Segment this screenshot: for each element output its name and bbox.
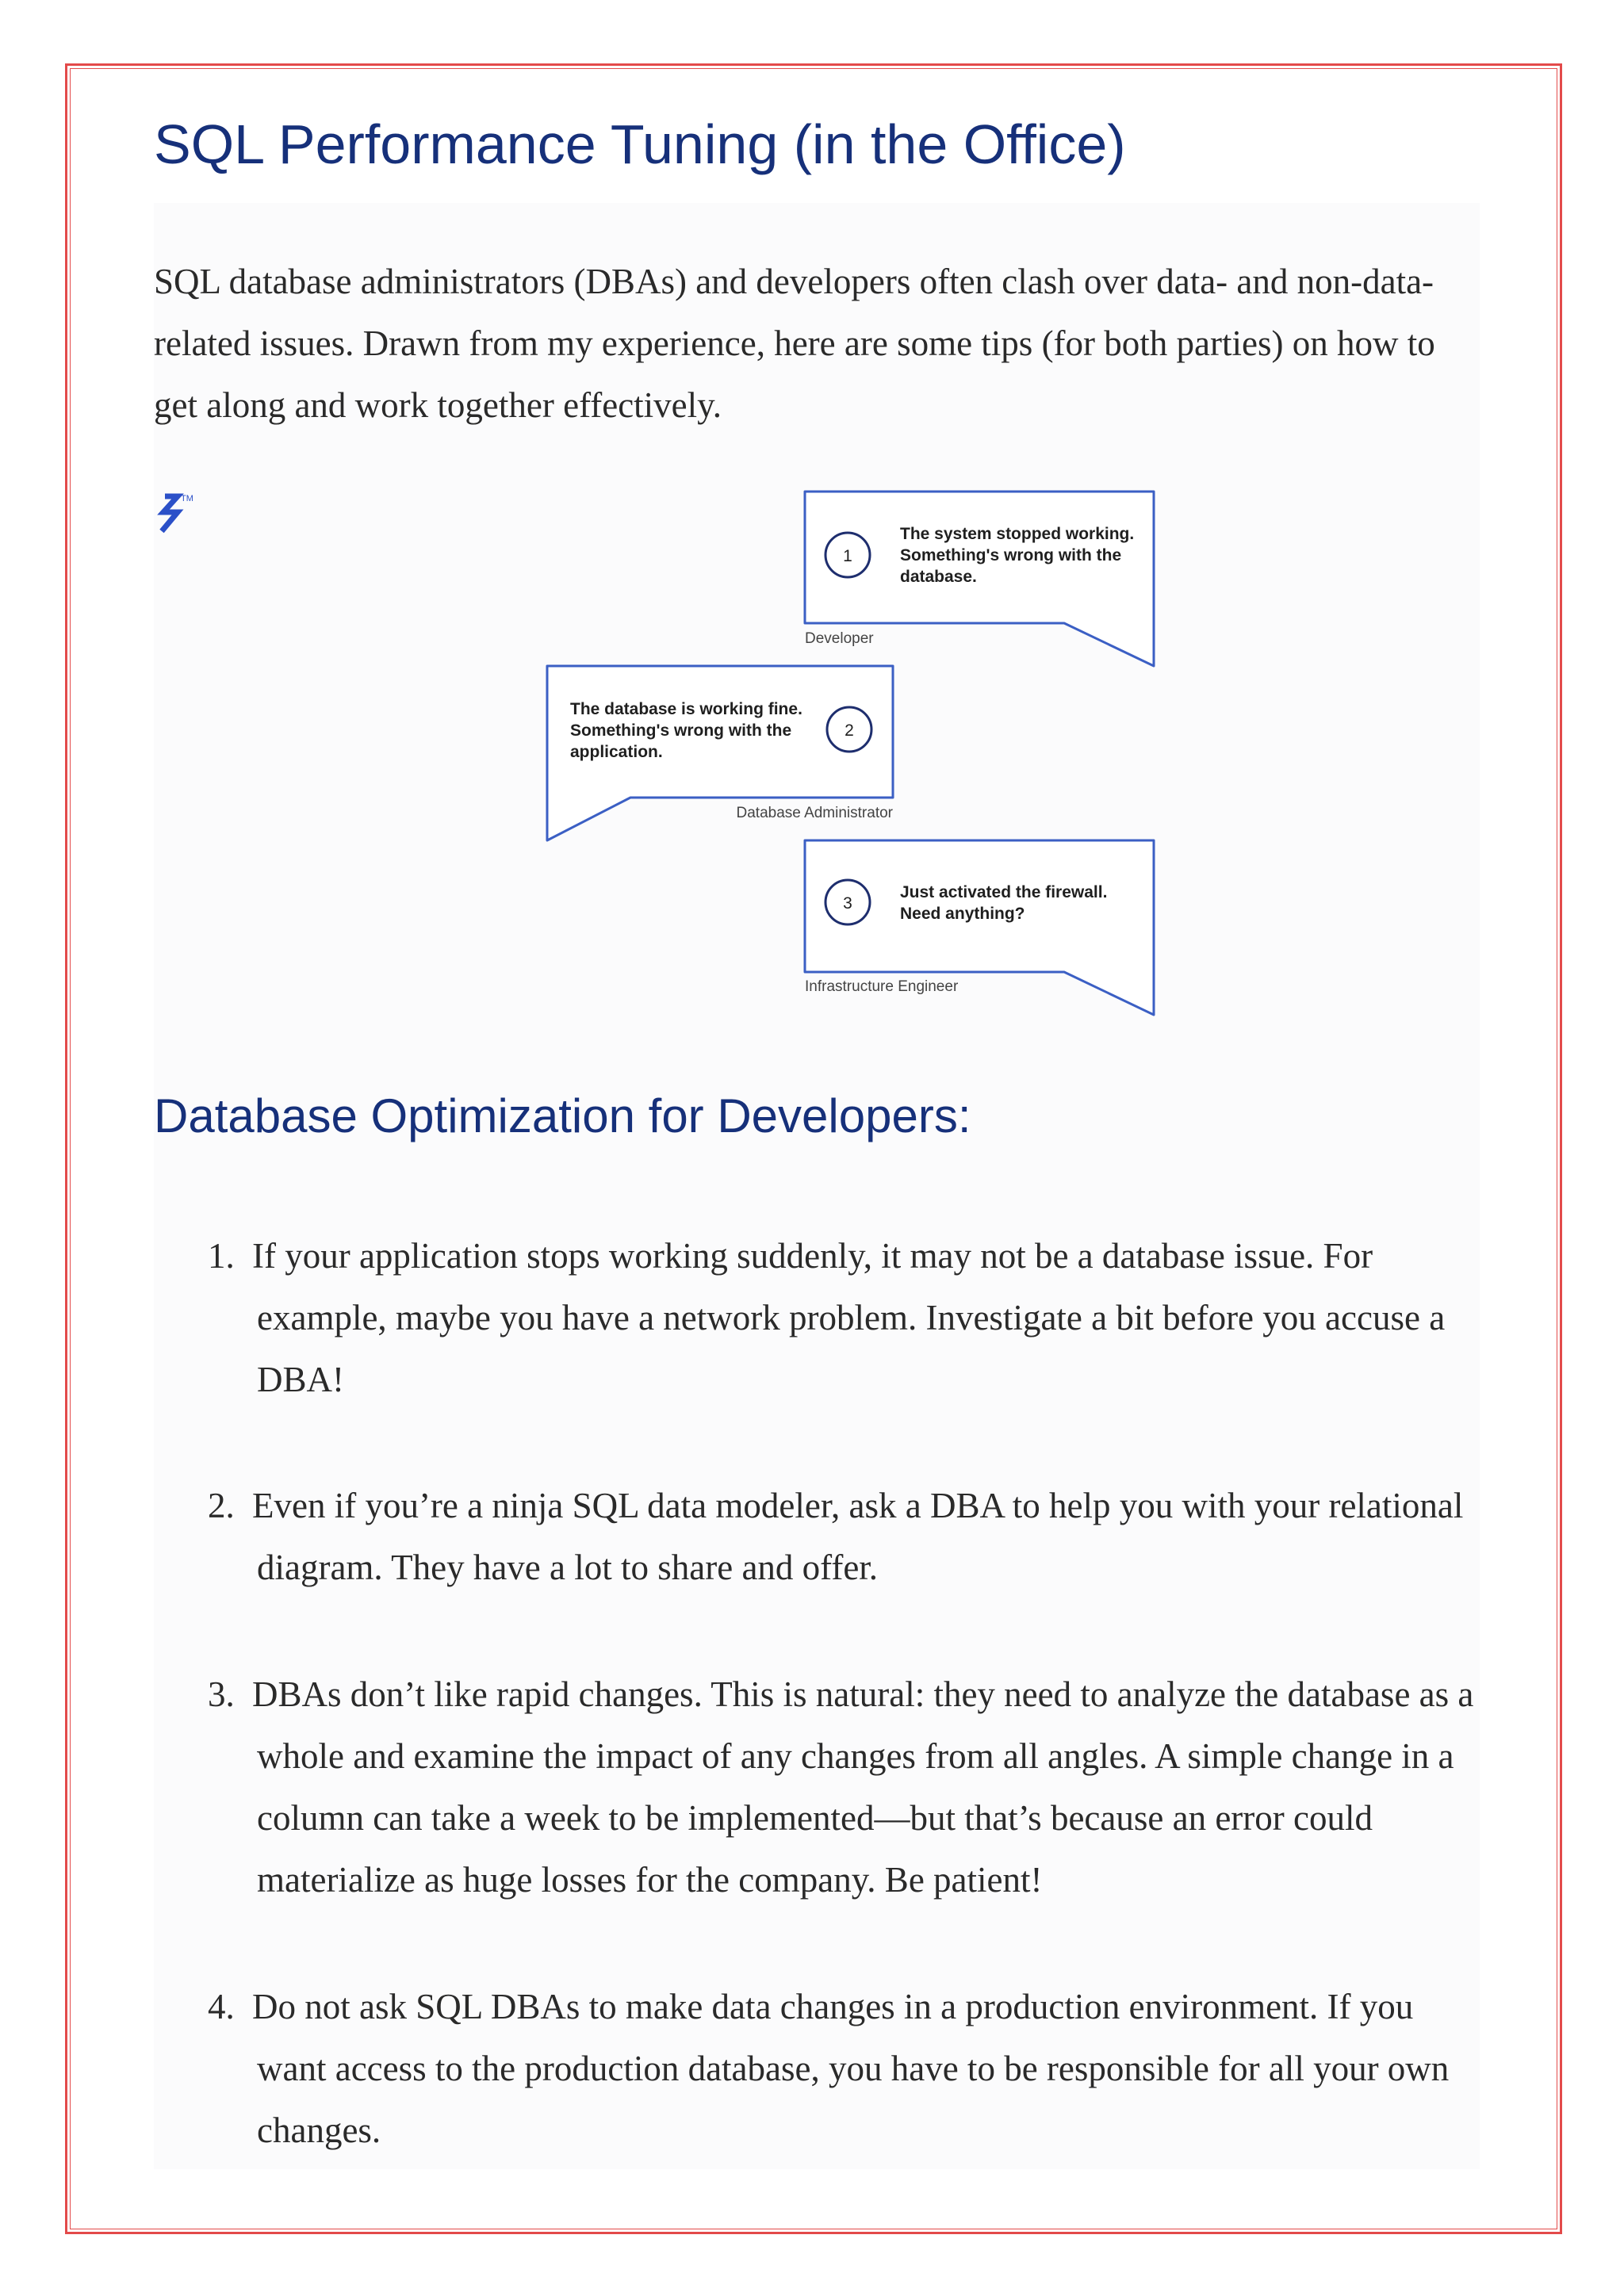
tip-text: Even if you’re a ninja SQL data modeler, ask a DBA to help you with your relational diagram. They have a lot to share and offer. xyxy=(252,1486,1464,1587)
tip-item xyxy=(208,1976,1477,2161)
tip-text: If your application stops working suddenly, it may not be a database issue. For example, maybe you have a network problem. Investigate a bit before you accuse a DBA! xyxy=(252,1236,1446,1399)
toptal-logo-icon xyxy=(154,492,201,539)
bubble-text-line: Something's wrong with the xyxy=(900,546,1122,564)
bubble-infrastructure xyxy=(805,840,1154,1015)
speaker-label: Infrastructure Engineer xyxy=(805,978,959,995)
tip-number: 3. xyxy=(208,1674,235,1714)
bubble-number: 1 xyxy=(843,547,852,565)
bubble-text-line: application. xyxy=(570,743,663,761)
bubble-text-line: database. xyxy=(900,568,977,586)
tip-text: Do not ask SQL DBAs to make data changes in a production environment. If you want access to the production database, you have to be responsible for all your own changes. xyxy=(252,1987,1450,2150)
bubble-dba xyxy=(547,666,894,840)
speaker-label: Database Administrator xyxy=(736,805,893,821)
intro-paragraph: SQL database administrators (DBAs) and developers often clash over data- and non-data-related issues. Drawn from my experience, here are some tips (for both parties) on how to get along and work together effectively. xyxy=(154,262,1435,425)
tip-number: 1. xyxy=(208,1236,235,1276)
tip-text: DBAs don’t like rapid changes. This is natural: they need to analyze the database as a whole and examine the impact of any changes from all angles. A simple change in a column can take a week to be implemented—but that’s because an error could materialize as huge losses for the company. Be patient! xyxy=(252,1674,1474,1900)
bubble-text-line: The database is working fine. xyxy=(570,700,802,718)
bubble-number: 2 xyxy=(845,721,854,740)
tip-number: 4. xyxy=(208,1987,235,2026)
bubble-text-line: Need anything? xyxy=(900,905,1025,923)
bubble-text-line: Just activated the firewall. xyxy=(900,883,1108,901)
page-title: SQL Performance Tuning (in the Office) xyxy=(154,113,1126,175)
bubble-text-line: The system stopped working. xyxy=(900,525,1135,543)
bubble-developer xyxy=(805,492,1154,666)
conversation-diagram xyxy=(515,476,1166,1031)
tip-number: 2. xyxy=(208,1486,235,1525)
tip-item xyxy=(208,1225,1477,1410)
tip-item xyxy=(208,1663,1477,1911)
bubble-number: 3 xyxy=(843,894,852,913)
trademark-label: TM xyxy=(181,494,193,503)
bubble-text-line: Something's wrong with the xyxy=(570,721,792,740)
speaker-label: Developer xyxy=(805,630,874,647)
tip-item xyxy=(208,1475,1477,1598)
section-heading: Database Optimization for Developers: xyxy=(154,1089,971,1142)
